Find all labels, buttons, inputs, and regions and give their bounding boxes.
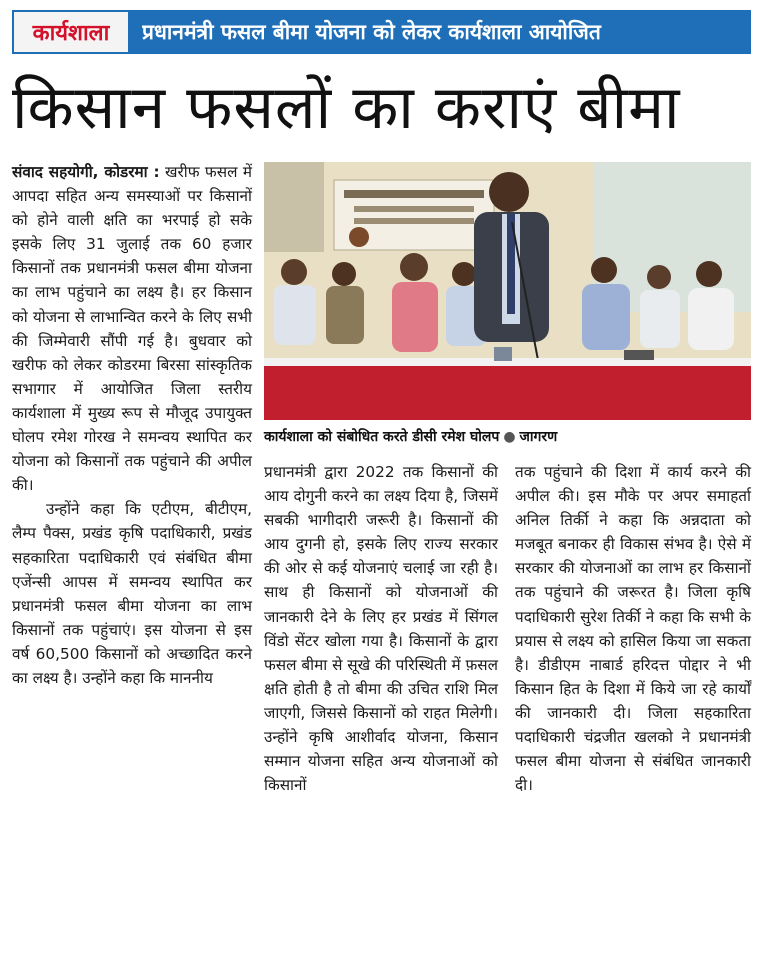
article-column-2 (264, 460, 498, 950)
kicker-text: प्रधानमंत्री फसल बीमा योजना को लेकर कार्यशाला आयोजित (142, 20, 601, 44)
kicker-tag: कार्यशाला (12, 10, 130, 54)
kicker-bar (12, 10, 751, 54)
article-paragraph-1 (12, 160, 252, 497)
caption-separator-icon: ● (503, 429, 516, 445)
caption-text: कार्यशाला को संबोधित करते डीसी रमेश घोलप (264, 429, 500, 445)
article-paragraph-3: प्रधानमंत्री द्वारा 2022 तक किसानों की आय दोगुनी करने का लक्ष्य दिया है, जिसमें सबकी भागीदारी जरूरी है। किसानों की आय दुगनी हो, इसके लिए राज्य सरकार की ओर से कई योजनाएं चलाई जा रही है। साथ ही किसानों को योजनाओं की जानकारी देने के लिए हर प्रखंड में सिंगल विंडो सेंटर खोला गया है। किसानों के द्वारा फसल बीमा से सूखे की परिस्थिती में फ़सल क्षति होती है तो बीमा की उचित राशि मिल जाएगी, जिससे किसानों को राहत मिलेगी। उन्होंने कृषि आशीर्वाद योजना, किसान सम्मान योजना सहित अन्य योजनाओं को किसानों (264, 463, 498, 795)
byline: संवाद सहयोगी, कोडरमा : (12, 163, 160, 181)
article-column-1 (12, 160, 252, 950)
article-paragraph-4: तक पहुंचाने की दिशा में कार्य करने की अपील की। इस मौके पर अपर समाहर्ता अनिल तिर्की ने कहा कि अन्नदाता को मजबूत बनाकर ही विकास संभव है। ऐसे में सरकार की योजनाओं का लाभ हर किसानों तक पहुंचाने की जरूरत है। जिला कृषि पदाधिकारी सुरेश तिर्की ने कहा कि सभी के प्रयास से लक्ष्य को हासिल किया जा सकता है। डीडीएम नाबार्ड हरिदत्त पोद्दार ने भी किसान हित के दिशा में किये जा रहे कार्यों की जानकारी दी। जिला सहकारिता पदाधिकारी चंद्रजीत खलको ने प्रधानमंत्री फसल बीमा योजना से संबंधित जानकारी दी। (515, 463, 751, 795)
article-column-3 (515, 460, 751, 950)
photo-credit: जागरण (519, 429, 558, 445)
article-paragraph-2: उन्होंने कहा कि एटीएम, बीटीएम, लैम्प पैक्स, प्रखंड कृषि पदाधिकारी, प्रखंड सहकारिता पदाधिकारी एवं संबंधित बीमा एजेंन्सी आपस में समन्वय स्थापित कर प्रधानमंत्री फसल बीमा योजना का लाभ किसानों तक पहुंचाएं। इस योजना से इस वर्ष 60,500 किसानों को अच्छादित करने का लक्ष्य है। उन्होंने कहा कि माननीय (12, 500, 252, 687)
article-paragraph-1-text: खरीफ फसल में आपदा सहित अन्य समस्याओं पर किसानों को होने वाली क्षति का भरपाई हो सके इसके लिए 31 जुलाई तक 60 हजार किसानों तक प्रधानमंत्री फसल बीमा योजना का लाभ पहुंचाने का लक्ष्य है। हर किसान को योजना से लाभान्वित करने के लिए सभी की जिम्मेवारी सौंपी गई है। बुधवार को खरीफ को लेकर कोडरमा बिरसा सांस्कृतिक सभागार में आयोजित जिला स्तरीय कार्यशाला में मुख्य रूप से मौजूद उपायुक्त घोलप रमेश गोरख ने समन्वय स्थापित कर योजना को किसानों तक पहुंचाने की अपील की। (12, 163, 252, 495)
news-photo (264, 162, 751, 420)
headline: किसान फसलों का कराएं बीमा (12, 73, 681, 143)
photo-caption (264, 424, 751, 450)
photo-illustration (264, 162, 751, 420)
